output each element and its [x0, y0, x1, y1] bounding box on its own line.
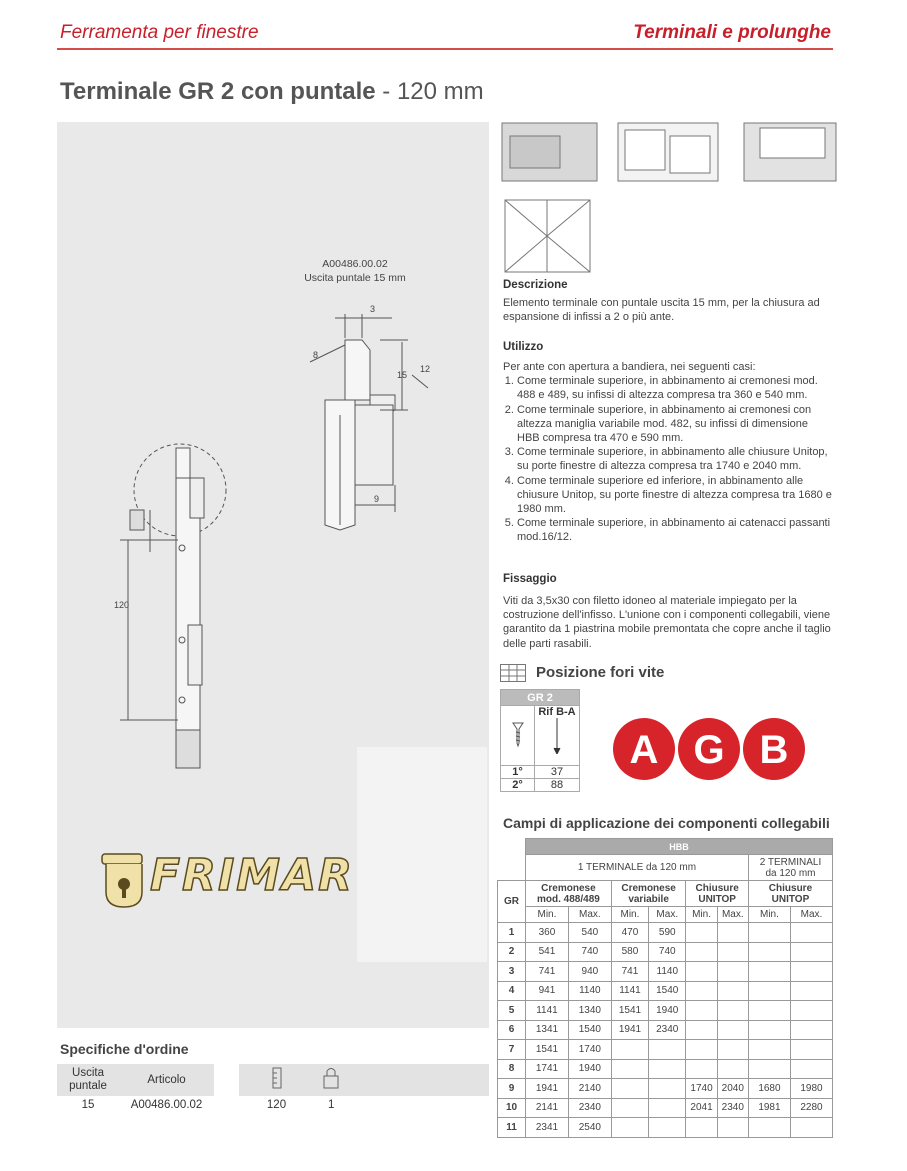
max-header: Max. — [790, 907, 832, 923]
value-cell — [611, 1118, 648, 1138]
value-cell — [790, 962, 832, 982]
table-row — [498, 1098, 833, 1118]
group2-line2: da 120 mm — [765, 867, 816, 879]
col-uscita-header — [57, 1064, 119, 1096]
table-row — [498, 1001, 833, 1021]
col-uscita-line1: Uscita — [72, 1067, 104, 1079]
screw-row-label: 2° — [501, 779, 535, 792]
title-sub: - 120 mm — [375, 78, 484, 105]
value-cell — [790, 1001, 832, 1021]
table-row — [498, 981, 833, 1001]
value-cell: 1940 — [568, 1059, 611, 1079]
table-row — [498, 962, 833, 982]
value-cell — [717, 1001, 748, 1021]
value-cell — [717, 981, 748, 1001]
value-cell: 1981 — [748, 1098, 790, 1118]
table-row — [498, 923, 833, 943]
value-cell: 940 — [568, 962, 611, 982]
agb-letter-b: B — [759, 728, 789, 772]
value-cell: 741 — [526, 962, 569, 982]
value-cell — [790, 1118, 832, 1138]
posizione-heading: Posizione fori vite — [536, 664, 665, 681]
utilizzo-item: 5. Come terminale superiore, in abbinamento ai catenacci passanti mod.16/12. — [517, 516, 833, 544]
value-cell: 360 — [526, 923, 569, 943]
screw-row-label: 1° — [501, 766, 535, 779]
value-cell: 2040 — [717, 1079, 748, 1099]
value-cell: 1980 — [790, 1079, 832, 1099]
value-cell — [649, 1118, 686, 1138]
value-cell — [611, 1079, 648, 1099]
col-header — [686, 881, 749, 907]
value-cell — [717, 942, 748, 962]
value-cell: 1941 — [526, 1079, 569, 1099]
value-cell — [748, 962, 790, 982]
min-header: Min. — [686, 907, 717, 923]
screw-row-value: 37 — [535, 766, 580, 779]
value-cell — [686, 1118, 717, 1138]
group2-line1: 2 TERMINALI — [759, 856, 822, 868]
utilizzo-item: 2. Come terminale superiore, in abbinamento ai cremonesi con altezza maniglia variabile mod. 482, su infissi di dimensione HBB compresa tra 470 e 590 mm. — [517, 403, 833, 446]
descrizione-text: Elemento terminale con puntale uscita 15 mm, per la chiusura ad espansione di infissi a 2 o più ante. — [503, 297, 820, 324]
value-cell: 941 — [526, 981, 569, 1001]
value-cell — [611, 1040, 648, 1060]
rif-col-header — [535, 706, 580, 766]
group1-header: 1 TERMINALE da 120 mm — [526, 855, 749, 881]
value-cell: 1340 — [568, 1001, 611, 1021]
package-icon — [314, 1064, 489, 1096]
col-header — [748, 881, 832, 907]
value-cell — [686, 923, 717, 943]
drawing-caption: Uscita puntale 15 mm — [304, 272, 406, 284]
col-line1: Cremonese — [541, 882, 596, 894]
dim-12: 12 — [420, 364, 431, 374]
table-grid-icon — [500, 664, 526, 682]
value-cell — [717, 923, 748, 943]
value-cell: 2141 — [526, 1098, 569, 1118]
value-cell — [649, 1079, 686, 1099]
value-cell — [611, 1098, 648, 1118]
campi-heading: Campi di applicazione dei componenti collegabili — [503, 815, 830, 831]
dim-3: 3 — [370, 304, 376, 314]
table-row — [498, 1059, 833, 1079]
value-cell — [790, 1020, 832, 1040]
value-cell: 2540 — [568, 1118, 611, 1138]
value-cell: 540 — [568, 923, 611, 943]
dim-120: 120 — [114, 600, 130, 610]
value-cell: 2140 — [568, 1079, 611, 1099]
value-cell — [748, 1020, 790, 1040]
col-line2: mod. 488/489 — [537, 893, 600, 905]
title-main: Terminale GR 2 con puntale — [60, 78, 376, 105]
utilizzo-item: 1. Come terminale superiore, in abbinamento ai cremonesi mod. 488 e 489, su infissi di altezza compresa tra 360 e 540 mm. — [517, 374, 833, 402]
dim-15: 15 — [397, 370, 408, 380]
min-header: Min. — [526, 907, 569, 923]
value-cell — [686, 1040, 717, 1060]
value-cell — [717, 962, 748, 982]
group2-header — [748, 855, 832, 881]
table-row — [498, 1020, 833, 1040]
value-cell: 1680 — [748, 1079, 790, 1099]
value-cell: 1141 — [611, 981, 648, 1001]
col-uscita-line2: puntale — [69, 1080, 107, 1092]
agb-logo — [612, 717, 807, 781]
gr-cell: 8 — [498, 1059, 526, 1079]
value-cell: 1541 — [526, 1040, 569, 1060]
value-cell — [649, 1059, 686, 1079]
col-line2: UNITOP — [698, 893, 736, 905]
value-cell: 1940 — [649, 1001, 686, 1021]
gr-cell: 2 — [498, 942, 526, 962]
col-line1: Chiusure — [695, 882, 739, 894]
spec-articolo: A00486.00.02 — [130, 1098, 203, 1111]
gr-cell: 11 — [498, 1118, 526, 1138]
value-cell — [790, 923, 832, 943]
value-cell: 2340 — [717, 1098, 748, 1118]
order-spec-table — [57, 1064, 489, 1113]
frimar-logo-icon — [96, 852, 152, 912]
dim-8: 8 — [313, 350, 319, 360]
value-cell: 1140 — [649, 962, 686, 982]
value-cell — [686, 1001, 717, 1021]
campi-body — [498, 923, 833, 1138]
value-cell: 2341 — [526, 1118, 569, 1138]
rif-label: Rif B-A — [538, 706, 576, 718]
value-cell — [649, 1098, 686, 1118]
gr-cell: 7 — [498, 1040, 526, 1060]
value-cell — [790, 1059, 832, 1079]
value-cell — [748, 1001, 790, 1021]
value-cell — [717, 1118, 748, 1138]
col-line2: variabile — [628, 893, 669, 905]
value-cell: 1541 — [611, 1001, 648, 1021]
spec-length: 120 — [266, 1098, 287, 1111]
drawing-code: A00486.00.02 — [322, 258, 388, 270]
value-cell: 2041 — [686, 1098, 717, 1118]
value-cell — [717, 1040, 748, 1060]
value-cell: 1141 — [526, 1001, 569, 1021]
value-cell — [748, 1118, 790, 1138]
value-cell — [748, 923, 790, 943]
screw-table-title: GR 2 — [501, 690, 580, 706]
value-cell — [748, 1040, 790, 1060]
value-cell: 1341 — [526, 1020, 569, 1040]
value-cell: 740 — [649, 942, 686, 962]
value-cell: 1740 — [686, 1079, 717, 1099]
value-cell — [717, 1020, 748, 1040]
value-cell — [748, 981, 790, 1001]
value-cell: 2340 — [568, 1098, 611, 1118]
screw-position-table — [500, 689, 580, 792]
value-cell — [748, 1059, 790, 1079]
utilizzo-item: 3. Come terminale superiore, in abbinamento alle chiusure Unitop, su porte finestre di altezza compresa tra 1740 e 2040 mm. — [517, 445, 833, 473]
value-cell: 1140 — [568, 981, 611, 1001]
value-cell — [649, 1040, 686, 1060]
value-cell — [790, 942, 832, 962]
col-articolo-header: Articolo — [119, 1064, 214, 1096]
gr-cell: 4 — [498, 981, 526, 1001]
gr-header: GR — [498, 881, 526, 923]
value-cell — [611, 1059, 648, 1079]
fissaggio-text: Viti da 3,5x30 con filetto idoneo al materiale impiegato per la costruzione dell'infisso. L'unione con i componenti collegabili, viene garantito da 1 piastrina mobile premontata che copre anche il taglio delle parti rasabili. — [503, 595, 831, 650]
value-cell: 541 — [526, 942, 569, 962]
length-icon — [239, 1064, 314, 1096]
table-row — [498, 1079, 833, 1099]
col-header — [611, 881, 686, 907]
value-cell — [686, 942, 717, 962]
value-cell: 1540 — [568, 1020, 611, 1040]
gr-cell: 5 — [498, 1001, 526, 1021]
value-cell — [748, 942, 790, 962]
value-cell: 590 — [649, 923, 686, 943]
utilizzo-intro: Per ante con apertura a bandiera, nei seguenti casi: — [503, 361, 756, 373]
value-cell — [790, 1040, 832, 1060]
spec-pack: 1 — [328, 1098, 335, 1111]
dim-9: 9 — [374, 494, 380, 504]
specifiche-heading: Specifiche d'ordine — [60, 1041, 189, 1057]
table-row — [498, 1040, 833, 1060]
value-cell: 2280 — [790, 1098, 832, 1118]
value-cell — [686, 981, 717, 1001]
utilizzo-section — [503, 360, 833, 545]
spec-uscita: 15 — [81, 1098, 95, 1111]
max-header: Max. — [717, 907, 748, 923]
screw-icon — [501, 706, 535, 766]
value-cell: 741 — [611, 962, 648, 982]
value-cell — [717, 1059, 748, 1079]
gr-cell: 1 — [498, 923, 526, 943]
table-row — [498, 942, 833, 962]
gr-cell: 10 — [498, 1098, 526, 1118]
descrizione-heading: Descrizione — [503, 279, 568, 291]
utilizzo-heading: Utilizzo — [503, 341, 544, 353]
value-cell: 2340 — [649, 1020, 686, 1040]
utilizzo-item: 4. Come terminale superiore ed inferiore, in abbinamento alle chiusure Unitop, su porte finestre di altezza compresa tra 1680 e 1980 mm. — [517, 474, 833, 517]
fissaggio-heading: Fissaggio — [503, 573, 557, 585]
value-cell: 580 — [611, 942, 648, 962]
table-row — [498, 1118, 833, 1138]
application-range-table — [497, 838, 833, 1138]
value-cell: 470 — [611, 923, 648, 943]
gr-cell: 3 — [498, 962, 526, 982]
col-line2: UNITOP — [771, 893, 810, 905]
agb-letter-a: A — [629, 728, 659, 772]
value-cell: 1740 — [568, 1040, 611, 1060]
header-section-title: Ferramenta per finestre — [60, 22, 259, 43]
max-header: Max. — [568, 907, 611, 923]
max-header: Max. — [649, 907, 686, 923]
value-cell: 1540 — [649, 981, 686, 1001]
col-header — [526, 881, 612, 907]
min-header: Min. — [748, 907, 790, 923]
value-cell — [686, 1020, 717, 1040]
frimar-logo-text: FRIMAR — [150, 850, 355, 901]
dimension-arrow-icon — [552, 718, 562, 754]
min-header: Min. — [611, 907, 648, 923]
value-cell — [686, 962, 717, 982]
value-cell: 1941 — [611, 1020, 648, 1040]
value-cell — [790, 981, 832, 1001]
screw-row-value: 88 — [535, 779, 580, 792]
header-category-title: Terminali e prolunghe — [633, 22, 831, 43]
hbb-header: HBB — [526, 839, 833, 855]
gr-cell: 9 — [498, 1079, 526, 1099]
gr-cell: 6 — [498, 1020, 526, 1040]
utilizzo-list — [503, 374, 833, 544]
agb-letter-g: G — [693, 728, 725, 772]
profile-thumbnails — [500, 118, 840, 278]
col-line1: Chiusure — [768, 882, 813, 894]
col-line1: Cremonese — [621, 882, 676, 894]
value-cell — [686, 1059, 717, 1079]
value-cell: 1741 — [526, 1059, 569, 1079]
value-cell: 740 — [568, 942, 611, 962]
